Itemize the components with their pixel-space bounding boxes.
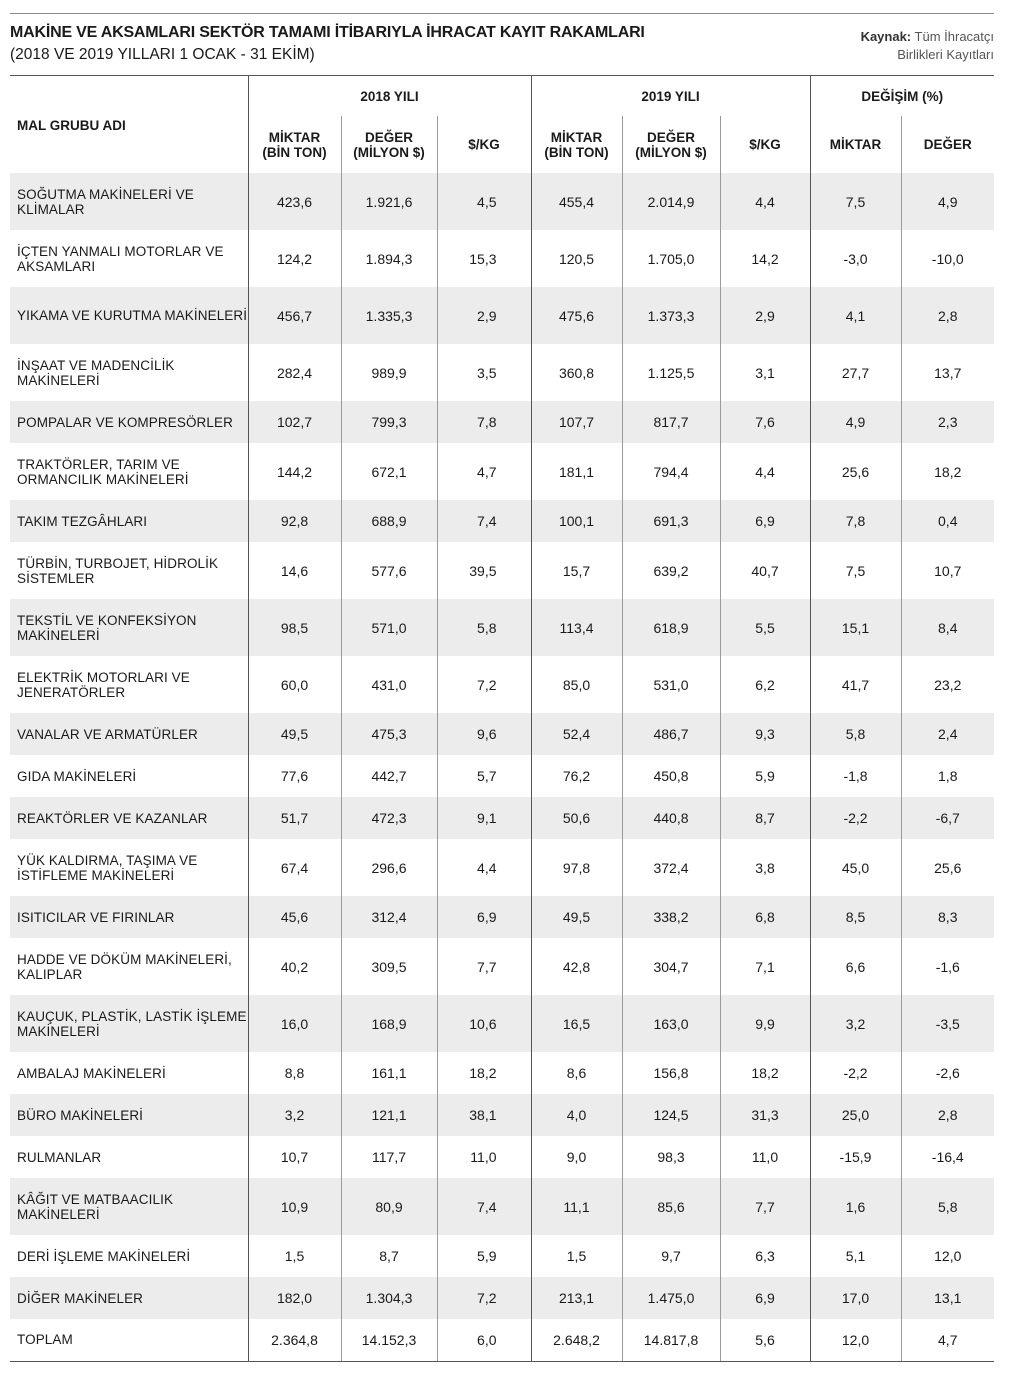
cell-product-group: KAUÇUK, PLASTİK, LASTİK İŞLEME MAKİNELERİ <box>10 995 248 1052</box>
cell-deger-2019: 1.705,0 <box>622 230 720 287</box>
cell-miktar-2018: 423,6 <box>248 173 341 230</box>
page-subtitle: (2018 VE 2019 YILLARI 1 OCAK - 31 EKİM) <box>10 46 315 63</box>
cell-perkg-2019: 7,6 <box>720 401 810 443</box>
cell-perkg-2018: 4,7 <box>437 443 531 500</box>
cell-product-group: DİĞER MAKİNELER <box>10 1277 248 1319</box>
cell-perkg-2019: 5,9 <box>720 755 810 797</box>
total-row <box>10 1319 994 1361</box>
cell-miktar-2018: 14,6 <box>248 542 341 599</box>
column-group-2018: 2018 YILI <box>248 76 531 117</box>
cell-change-deger: 12,0 <box>901 1235 994 1277</box>
column-header-deger-2019: DEĞER (MİLYON $) <box>622 116 720 173</box>
cell-change-miktar: 5,8 <box>810 713 901 755</box>
cell-perkg-2019: 3,8 <box>720 839 810 896</box>
table-body <box>10 173 994 1361</box>
cell-miktar-2019: 455,4 <box>531 173 622 230</box>
cell-perkg-2019: 2,9 <box>720 287 810 344</box>
cell-miktar-2019: 107,7 <box>531 401 622 443</box>
cell-perkg-2018: 11,0 <box>437 1136 531 1178</box>
cell-deger-2019: 9,7 <box>622 1235 720 1277</box>
cell-perkg-2019: 40,7 <box>720 542 810 599</box>
cell-deger-2019: 486,7 <box>622 713 720 755</box>
cell-deger-2019: 618,9 <box>622 599 720 656</box>
cell-deger-2019: 1.475,0 <box>622 1277 720 1319</box>
cell-miktar-2019: 52,4 <box>531 713 622 755</box>
cell-perkg-2019: 6,2 <box>720 656 810 713</box>
table-row <box>10 755 994 797</box>
table-row <box>10 896 994 938</box>
cell-change-miktar: -3,0 <box>810 230 901 287</box>
cell-change-deger: 8,4 <box>901 599 994 656</box>
column-header-miktar-2018: MİKTAR (BİN TON) <box>248 116 341 173</box>
cell-miktar-2019: 11,1 <box>531 1178 622 1235</box>
cell-change-deger: 2,3 <box>901 401 994 443</box>
cell-perkg-2018: 18,2 <box>437 1052 531 1094</box>
source-line2: Birlikleri Kayıtları <box>897 47 994 62</box>
cell-change-deger: 4,7 <box>901 1319 994 1361</box>
cell-miktar-2018: 124,2 <box>248 230 341 287</box>
cell-perkg-2018: 7,2 <box>437 1277 531 1319</box>
cell-perkg-2019: 31,3 <box>720 1094 810 1136</box>
cell-product-group: AMBALAJ MAKİNELERİ <box>17 1065 166 1081</box>
cell-deger-2018: 117,7 <box>341 1136 437 1178</box>
cell-miktar-2019: 16,5 <box>531 995 622 1052</box>
table-row <box>10 938 994 995</box>
cell-product-group: ELEKTRİK MOTORLARI VE JENERATÖRLER <box>17 669 190 700</box>
cell-product-group: İNŞAAT VE MADENCİLİK MAKİNELERİ <box>17 357 175 388</box>
cell-perkg-2019: 6,9 <box>720 500 810 542</box>
cell-change-miktar: -2,2 <box>810 797 901 839</box>
cell-change-miktar: 17,0 <box>810 1277 901 1319</box>
cell-perkg-2019: 7,7 <box>720 1178 810 1235</box>
cell-change-deger: 1,8 <box>901 755 994 797</box>
cell-perkg-2019: 14,2 <box>720 230 810 287</box>
cell-change-miktar: -1,8 <box>810 755 901 797</box>
column-group-change: DEĞİŞİM (%) <box>810 76 994 117</box>
cell-perkg-2018: 10,6 <box>437 995 531 1052</box>
cell-miktar-2019: 15,7 <box>531 542 622 599</box>
cell-change-miktar: 45,0 <box>810 839 901 896</box>
column-header-deger-2018: DEĞER (MİLYON $) <box>341 116 437 173</box>
table-row <box>10 797 994 839</box>
cell-deger-2018: 989,9 <box>341 344 437 401</box>
cell-product-group: ISITICILAR VE FIRINLAR <box>10 896 248 938</box>
cell-miktar-2019: 213,1 <box>531 1277 622 1319</box>
cell-change-deger: 0,4 <box>901 500 994 542</box>
cell-deger-2019: 98,3 <box>622 1136 720 1178</box>
cell-miktar-2019: 360,8 <box>531 344 622 401</box>
cell-perkg-2018: 9,6 <box>437 713 531 755</box>
cell-change-miktar: 7,8 <box>810 500 901 542</box>
cell-miktar-2019: 42,8 <box>531 938 622 995</box>
cell-perkg-2018: 2,9 <box>437 287 531 344</box>
cell-product-group: DERİ İŞLEME MAKİNELERİ <box>17 1248 191 1264</box>
table-row <box>10 230 994 287</box>
cell-change-deger: 2,8 <box>901 287 994 344</box>
export-table-container <box>10 75 994 1362</box>
cell-deger-2019: 2.014,9 <box>622 173 720 230</box>
cell-perkg-2018: 7,8 <box>437 401 531 443</box>
source-line1: Tüm İhracatçı <box>914 29 994 44</box>
cell-miktar-2018: 49,5 <box>248 713 341 755</box>
cell-miktar-2018: 144,2 <box>248 443 341 500</box>
cell-miktar-2019: 50,6 <box>531 797 622 839</box>
cell-change-miktar: -2,2 <box>810 1052 901 1094</box>
cell-product-group: İÇTEN YANMALI MOTORLAR VE AKSAMLARI <box>17 243 224 274</box>
cell-deger-2018: 571,0 <box>341 599 437 656</box>
cell-deger-2019: 163,0 <box>622 995 720 1052</box>
cell-miktar-2019: 4,0 <box>531 1094 622 1136</box>
cell-miktar-2019: 100,1 <box>531 500 622 542</box>
cell-deger-2019: 817,7 <box>622 401 720 443</box>
cell-miktar-2019: 120,5 <box>531 230 622 287</box>
cell-deger-2018: 80,9 <box>341 1178 437 1235</box>
cell-product-group: TEKSTİL VE KONFEKSİYON MAKİNELERİ <box>10 599 248 656</box>
cell-change-deger: 4,9 <box>901 173 994 230</box>
cell-deger-2018: 296,6 <box>341 839 437 896</box>
cell-product-group: GIDA MAKİNELERİ <box>17 768 137 784</box>
cell-deger-2018: 8,7 <box>341 1235 437 1277</box>
cell-perkg-2019: 5,6 <box>720 1319 810 1361</box>
cell-product-group: TOPLAM <box>10 1319 248 1361</box>
cell-product-group: TÜRBİN, TURBOJET, HİDROLİK SİSTEMLER <box>17 555 219 586</box>
table-row <box>10 1178 994 1235</box>
cell-product-group: YIKAMA VE KURUTMA MAKİNELERİ <box>10 287 248 344</box>
source-note <box>794 28 994 64</box>
cell-deger-2019: 450,8 <box>622 755 720 797</box>
cell-miktar-2019: 8,6 <box>531 1052 622 1094</box>
cell-change-deger: 8,3 <box>901 896 994 938</box>
cell-perkg-2018: 7,2 <box>437 656 531 713</box>
table-row <box>10 443 994 500</box>
cell-miktar-2019: 85,0 <box>531 656 622 713</box>
cell-change-miktar: 7,5 <box>810 173 901 230</box>
cell-perkg-2018: 7,4 <box>437 1178 531 1235</box>
page-title: MAKİNE VE AKSAMLARI SEKTÖR TAMAMI İTİBARIYLA İHRACAT KAYIT RAKAMLARI <box>10 24 645 41</box>
cell-product-group: HADDE VE DÖKÜM MAKİNELERİ, KALIPLAR <box>17 951 232 982</box>
cell-change-miktar: -15,9 <box>810 1136 901 1178</box>
cell-miktar-2018: 10,7 <box>248 1136 341 1178</box>
cell-change-deger: -10,0 <box>901 230 994 287</box>
table-header <box>10 76 994 174</box>
cell-deger-2018: 309,5 <box>341 938 437 995</box>
cell-change-miktar: 15,1 <box>810 599 901 656</box>
cell-change-miktar: 12,0 <box>810 1319 901 1361</box>
cell-change-miktar: 3,2 <box>810 995 901 1052</box>
cell-miktar-2018: 16,0 <box>248 995 341 1052</box>
cell-deger-2018: 577,6 <box>341 542 437 599</box>
table-row <box>10 1235 994 1277</box>
table-row <box>10 401 994 443</box>
table-row <box>10 656 994 713</box>
cell-deger-2019: 124,5 <box>622 1094 720 1136</box>
table-row <box>10 713 994 755</box>
cell-product-group: SOĞUTMA MAKİNELERİ VE KLİMALAR <box>10 173 248 230</box>
cell-miktar-2018: 102,7 <box>248 401 341 443</box>
cell-product-group: YÜK KALDIRMA, TAŞIMA VE İSTİFLEME MAKİNELERİ <box>17 852 198 883</box>
cell-miktar-2019: 97,8 <box>531 839 622 896</box>
cell-perkg-2018: 38,1 <box>437 1094 531 1136</box>
cell-deger-2019: 304,7 <box>622 938 720 995</box>
cell-miktar-2018: 60,0 <box>248 656 341 713</box>
cell-perkg-2018: 15,3 <box>437 230 531 287</box>
cell-product-group: TAKIM TEZGÂHLARI <box>10 500 248 542</box>
cell-product-group: RULMANLAR <box>17 1149 102 1165</box>
cell-product-group: BÜRO MAKİNELERİ <box>10 1094 248 1136</box>
cell-perkg-2019: 6,3 <box>720 1235 810 1277</box>
cell-change-deger: -1,6 <box>901 938 994 995</box>
cell-change-miktar: 4,9 <box>810 401 901 443</box>
cell-change-deger: 13,1 <box>901 1277 994 1319</box>
cell-product-group: KÂĞIT VE MATBAACILIK MAKİNELERİ <box>10 1178 248 1235</box>
cell-miktar-2018: 92,8 <box>248 500 341 542</box>
cell-miktar-2018: 456,7 <box>248 287 341 344</box>
cell-deger-2018: 442,7 <box>341 755 437 797</box>
cell-perkg-2019: 11,0 <box>720 1136 810 1178</box>
cell-deger-2019: 1.373,3 <box>622 287 720 344</box>
cell-perkg-2019: 7,1 <box>720 938 810 995</box>
column-header-perkg-2019: $/KG <box>720 116 810 173</box>
cell-perkg-2018: 5,7 <box>437 755 531 797</box>
cell-product-group: POMPALAR VE KOMPRESÖRLER <box>10 401 248 443</box>
cell-miktar-2018: 98,5 <box>248 599 341 656</box>
cell-perkg-2019: 6,9 <box>720 1277 810 1319</box>
cell-change-miktar: 7,5 <box>810 542 901 599</box>
cell-change-miktar: 8,5 <box>810 896 901 938</box>
cell-miktar-2019: 181,1 <box>531 443 622 500</box>
cell-deger-2019: 639,2 <box>622 542 720 599</box>
table-row <box>10 500 994 542</box>
cell-deger-2018: 168,9 <box>341 995 437 1052</box>
cell-deger-2018: 672,1 <box>341 443 437 500</box>
cell-deger-2018: 14.152,3 <box>341 1319 437 1361</box>
cell-deger-2019: 85,6 <box>622 1178 720 1235</box>
cell-perkg-2018: 39,5 <box>437 542 531 599</box>
cell-miktar-2018: 3,2 <box>248 1094 341 1136</box>
cell-deger-2019: 338,2 <box>622 896 720 938</box>
cell-change-miktar: 27,7 <box>810 344 901 401</box>
cell-deger-2019: 440,8 <box>622 797 720 839</box>
cell-miktar-2018: 10,9 <box>248 1178 341 1235</box>
cell-miktar-2018: 51,7 <box>248 797 341 839</box>
cell-change-deger: -6,7 <box>901 797 994 839</box>
table-row <box>10 1094 994 1136</box>
cell-miktar-2018: 2.364,8 <box>248 1319 341 1361</box>
cell-change-deger: -2,6 <box>901 1052 994 1094</box>
column-header-change-deger: DEĞER <box>901 116 994 173</box>
cell-perkg-2019: 4,4 <box>720 173 810 230</box>
cell-deger-2018: 1.304,3 <box>341 1277 437 1319</box>
cell-deger-2019: 372,4 <box>622 839 720 896</box>
cell-deger-2019: 156,8 <box>622 1052 720 1094</box>
cell-perkg-2018: 3,5 <box>437 344 531 401</box>
cell-change-deger: 13,7 <box>901 344 994 401</box>
cell-deger-2019: 691,3 <box>622 500 720 542</box>
export-table <box>10 75 994 1362</box>
cell-product-group: TRAKTÖRLER, TARIM VE ORMANCILIK MAKİNELERİ <box>17 456 189 487</box>
cell-perkg-2019: 18,2 <box>720 1052 810 1094</box>
cell-product-group: REAKTÖRLER VE KAZANLAR <box>10 797 248 839</box>
cell-deger-2018: 472,3 <box>341 797 437 839</box>
cell-miktar-2018: 45,6 <box>248 896 341 938</box>
top-rule <box>10 13 994 14</box>
cell-deger-2018: 161,1 <box>341 1052 437 1094</box>
cell-miktar-2018: 282,4 <box>248 344 341 401</box>
cell-miktar-2019: 49,5 <box>531 896 622 938</box>
cell-perkg-2019: 4,4 <box>720 443 810 500</box>
cell-deger-2019: 14.817,8 <box>622 1319 720 1361</box>
column-header-miktar-2019: MİKTAR (BİN TON) <box>531 116 622 173</box>
cell-change-deger: -16,4 <box>901 1136 994 1178</box>
table-row <box>10 995 994 1052</box>
cell-perkg-2018: 4,4 <box>437 839 531 896</box>
cell-change-miktar: 41,7 <box>810 656 901 713</box>
cell-change-miktar: 6,6 <box>810 938 901 995</box>
table-row <box>10 839 994 896</box>
cell-deger-2018: 1.894,3 <box>341 230 437 287</box>
cell-miktar-2019: 475,6 <box>531 287 622 344</box>
cell-change-deger: 23,2 <box>901 656 994 713</box>
cell-perkg-2018: 7,7 <box>437 938 531 995</box>
table-row <box>10 344 994 401</box>
cell-perkg-2018: 5,8 <box>437 599 531 656</box>
cell-deger-2019: 531,0 <box>622 656 720 713</box>
table-row <box>10 1136 994 1178</box>
cell-deger-2019: 794,4 <box>622 443 720 500</box>
cell-deger-2019: 1.125,5 <box>622 344 720 401</box>
cell-perkg-2019: 5,5 <box>720 599 810 656</box>
cell-perkg-2018: 5,9 <box>437 1235 531 1277</box>
cell-change-deger: -3,5 <box>901 995 994 1052</box>
column-group-2019: 2019 YILI <box>531 76 810 117</box>
cell-miktar-2019: 76,2 <box>531 755 622 797</box>
cell-deger-2018: 312,4 <box>341 896 437 938</box>
cell-change-miktar: 25,6 <box>810 443 901 500</box>
cell-miktar-2018: 67,4 <box>248 839 341 896</box>
cell-deger-2018: 121,1 <box>341 1094 437 1136</box>
cell-product-group: VANALAR VE ARMATÜRLER <box>10 713 248 755</box>
cell-perkg-2019: 9,3 <box>720 713 810 755</box>
cell-change-deger: 2,8 <box>901 1094 994 1136</box>
cell-miktar-2018: 1,5 <box>248 1235 341 1277</box>
table-row <box>10 599 994 656</box>
cell-miktar-2018: 40,2 <box>248 938 341 995</box>
column-header-perkg-2018: $/KG <box>437 116 531 173</box>
cell-miktar-2018: 182,0 <box>248 1277 341 1319</box>
cell-perkg-2019: 9,9 <box>720 995 810 1052</box>
cell-miktar-2018: 77,6 <box>248 755 341 797</box>
cell-change-deger: 2,4 <box>901 713 994 755</box>
cell-change-deger: 5,8 <box>901 1178 994 1235</box>
cell-perkg-2018: 4,5 <box>437 173 531 230</box>
cell-miktar-2018: 8,8 <box>248 1052 341 1094</box>
cell-perkg-2019: 8,7 <box>720 797 810 839</box>
cell-change-deger: 18,2 <box>901 443 994 500</box>
cell-change-miktar: 4,1 <box>810 287 901 344</box>
cell-deger-2018: 688,9 <box>341 500 437 542</box>
table-row <box>10 173 994 230</box>
cell-change-miktar: 5,1 <box>810 1235 901 1277</box>
table-row <box>10 1052 994 1094</box>
cell-miktar-2019: 113,4 <box>531 599 622 656</box>
cell-deger-2018: 431,0 <box>341 656 437 713</box>
cell-change-miktar: 1,6 <box>810 1178 901 1235</box>
table-row <box>10 287 994 344</box>
cell-perkg-2019: 3,1 <box>720 344 810 401</box>
cell-miktar-2019: 1,5 <box>531 1235 622 1277</box>
cell-miktar-2019: 2.648,2 <box>531 1319 622 1361</box>
cell-perkg-2018: 6,9 <box>437 896 531 938</box>
table-row <box>10 1277 994 1319</box>
cell-perkg-2018: 6,0 <box>437 1319 531 1361</box>
cell-deger-2018: 799,3 <box>341 401 437 443</box>
cell-deger-2018: 475,3 <box>341 713 437 755</box>
cell-perkg-2019: 6,8 <box>720 896 810 938</box>
cell-perkg-2018: 7,4 <box>437 500 531 542</box>
column-header-name: MAL GRUBU ADI <box>17 118 126 133</box>
cell-change-deger: 10,7 <box>901 542 994 599</box>
cell-deger-2018: 1.921,6 <box>341 173 437 230</box>
cell-change-deger: 25,6 <box>901 839 994 896</box>
column-header-change-miktar: MİKTAR <box>810 116 901 173</box>
source-label: Kaynak: <box>860 29 912 44</box>
cell-perkg-2018: 9,1 <box>437 797 531 839</box>
cell-deger-2018: 1.335,3 <box>341 287 437 344</box>
table-row <box>10 542 994 599</box>
cell-change-miktar: 25,0 <box>810 1094 901 1136</box>
cell-miktar-2019: 9,0 <box>531 1136 622 1178</box>
